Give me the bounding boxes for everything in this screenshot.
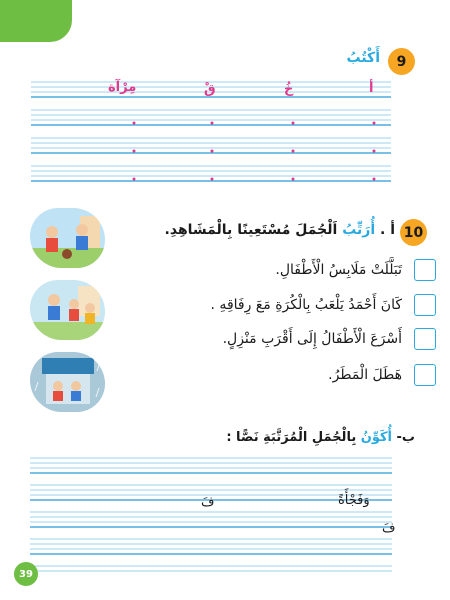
order-checkbox-2[interactable] <box>414 294 436 316</box>
model-letter-4: مِرْآة <box>108 80 137 95</box>
sentence-row-1 <box>275 258 436 282</box>
sentence-row-2 <box>211 293 436 317</box>
exercise-9-number: 9 <box>388 48 415 75</box>
exercise-9-title <box>347 50 380 66</box>
part-b-verb: أُكَوِّنُ <box>360 430 392 445</box>
children-in-rain-picture <box>30 352 105 412</box>
exercise-10-part-b-title <box>226 430 415 445</box>
handwriting-word-3: فَ <box>382 521 396 536</box>
corner-tab <box>0 0 72 42</box>
exercise-10-number: 10 <box>400 219 427 246</box>
children-running-picture <box>30 280 105 340</box>
part-b-rest: بِالْجُمَلِ الْمُرَتَّبَةِ نَصًّا : <box>226 430 361 445</box>
order-checkbox-4[interactable] <box>414 364 436 386</box>
part-a-rest: اَلْجُمَلَ مُسْتَعِينًا بِالْمَشَاهِدِ. <box>164 222 343 238</box>
model-letter-3: قْ <box>204 82 216 97</box>
sentence-2: كَانَ أَحْمَدُ يَلْعَبُ بِالْكُرَةِ مَعَ رِفَاقِهِ . <box>210 297 402 313</box>
sentence-row-3 <box>223 327 436 351</box>
sentence-4: هَطَلَ الْمَطَرُ. <box>328 367 402 383</box>
part-b-prefix: ب- <box>396 430 415 445</box>
writing-lines-part-b <box>30 452 390 574</box>
handwriting-word-2: فَ <box>201 495 215 510</box>
exercise-9-title-text: أَكْتُبُ <box>346 50 380 66</box>
sentence-row-4 <box>328 363 436 387</box>
order-checkbox-1[interactable] <box>414 259 436 281</box>
part-a-prefix: أ . <box>380 222 395 238</box>
model-letter-2: خُ <box>284 82 294 97</box>
children-playing-ball-picture <box>30 208 105 268</box>
model-letter-1: أ <box>369 81 374 96</box>
sentence-3: أَسْرَعَ الْأَطْفَالُ إِلَى أَقْرَبِ مَنْزِلٍ. <box>222 331 402 347</box>
page-number: 39 <box>14 562 38 586</box>
exercise-10-part-a-title <box>165 222 395 238</box>
part-a-verb: أُرَتِّبُ <box>342 222 376 238</box>
sentence-1: تَبَلَّلَتْ مَلَابِسُ الْأَطْفَالِ. <box>275 262 402 278</box>
order-checkbox-3[interactable] <box>414 328 436 350</box>
handwriting-word-1: وَفَجْأَةً <box>338 493 370 508</box>
